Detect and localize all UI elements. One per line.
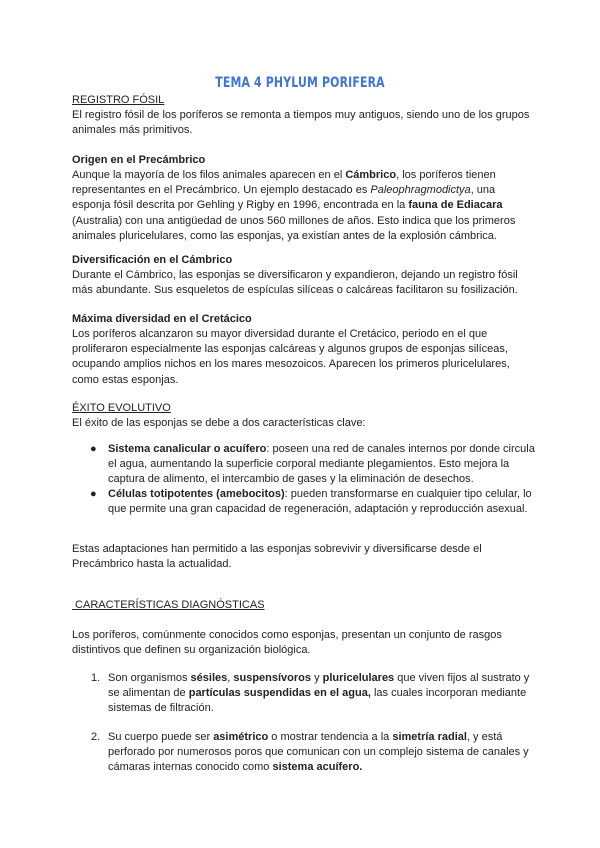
text-run: las cuales incorporan mediante sistemas de filtración. [108, 687, 527, 715]
caracteristicas-intro: Los poríferos, comúnmente conocidos como esponjas, presentan un conjunto de rasgos distintivos que definen su organización biológica. [72, 629, 502, 657]
text-run: : pueden transformarse en cualquier tipo celular, lo que permite una gran capacidad de regeneración, adaptación y reproducción asexual. [108, 488, 532, 516]
text-run: Son organismos [108, 672, 191, 684]
text-run: y [311, 672, 323, 684]
cambrico-heading [72, 253, 532, 268]
cretacico-heading-text: Máxima diversidad en el Cretácico [72, 313, 252, 325]
exito-evolutivo-outro: Estas adaptaciones han permitido a las esponjas sobrevivir y diversificarse desde el Precámbrico hasta la actualidad. [72, 543, 482, 571]
cambrico-paragraph: Durante el Cámbrico, las esponjas se diversificaron y expandieron, dejando un registro fósil más abundante. Sus esqueletos de espículas silíceas o calcáreas facilitaron su fosilización. [72, 269, 518, 297]
bold-run: fauna de Ediacara [408, 199, 503, 212]
exito-evolutivo-intro: El éxito de las esponjas se debe a dos características clave: [72, 417, 366, 429]
text-run: , y está perforado por numerosos poros que comunican con un complejo sistema de canales y cámaras internas conocido como [108, 731, 529, 774]
list-item [91, 671, 536, 717]
bold-run: sistema acuífero. [272, 761, 363, 774]
bold-run: asimétrico [213, 731, 269, 743]
document-title: TEMA 4 PHYLUM PORIFERA [215, 75, 385, 91]
text-run: , [227, 672, 234, 684]
cretacico-paragraph: Los poríferos alcanzaron su mayor diversidad durante el Cretácico, periodo en el que proliferaron especialmente las esponjas calcáreas y algunos grupos de esponjas silíceas, ocupando amplios nichos en los mares mesozoicos. Aparecen los primeros pluricelulares, como estas esponjas. [72, 328, 510, 386]
registro-fosil-intro: El registro fósil de los poríferos se remonta a tiempos muy antiguos, siendo uno de los grupos animales más primitivos. [72, 109, 530, 137]
precambrico-heading-text: Origen en el Precámbrico [72, 154, 206, 166]
text-run: (Australia) con una antigüedad de unos 560 millones de años. Esto indica que los primeros animales pluricelulares, como las esponjas, ya existían antes de la explosión cámbrica. [72, 214, 516, 242]
bold-run: partículas suspendidas en el agua, [188, 687, 371, 700]
bold-run: Células totipotentes (amebocitos) [108, 488, 285, 500]
cretacico-heading [72, 312, 532, 327]
bold-run: suspensívoros [233, 672, 312, 684]
text-run: Su cuerpo puede ser [108, 731, 214, 743]
bold-run: Cámbrico [345, 169, 397, 181]
registro-fosil-heading: REGISTRO FÓSIL [72, 94, 165, 106]
bold-run: Sistema canalicular o acuífero [108, 443, 267, 455]
text-run: , los poríferos tienen representantes en el Precámbrico. Un ejemplo destacado es [72, 169, 496, 197]
cambrico-heading-text: Diversificación en el Cámbrico [72, 254, 233, 266]
text-run: : poseen una red de canales internos por donde circula el agua, aumentando la superficie corporal mediante plegamientos. Esto mejora la captura de alimento, el intercambio de gases y la eliminación de desechos. [108, 443, 535, 486]
italic-run: Paleophragmodictya [370, 184, 471, 197]
text-run: o mostrar tendencia a la [268, 731, 393, 743]
precambrico-heading [72, 153, 532, 168]
exito-evolutivo-heading: ÉXITO EVOLUTIVO [72, 402, 171, 414]
bold-run: sésiles [190, 672, 228, 684]
list-number: 1. [91, 672, 101, 684]
list-item [91, 730, 536, 776]
text-run: Aunque la mayoría de los filos animales aparecen en el [72, 169, 346, 181]
text-run: que viven fijos al sustrato y se alimentan de [108, 672, 530, 700]
list-number: 2. [91, 731, 101, 743]
precambrico-paragraph [72, 168, 532, 244]
bold-run: simetría radial [392, 731, 467, 743]
list-item [90, 487, 536, 517]
bold-run: pluricelulares [322, 672, 395, 684]
caracteristicas-heading: CARACTERÍSTICAS DIAGNÓSTICAS [72, 599, 265, 611]
bullet-icon: ● [90, 443, 97, 455]
list-item [90, 442, 536, 488]
text-run: , una esponja fósil descrita por Gehling y Rigby en 1996, encontrada en la [72, 184, 496, 212]
bullet-icon: ● [90, 488, 97, 500]
